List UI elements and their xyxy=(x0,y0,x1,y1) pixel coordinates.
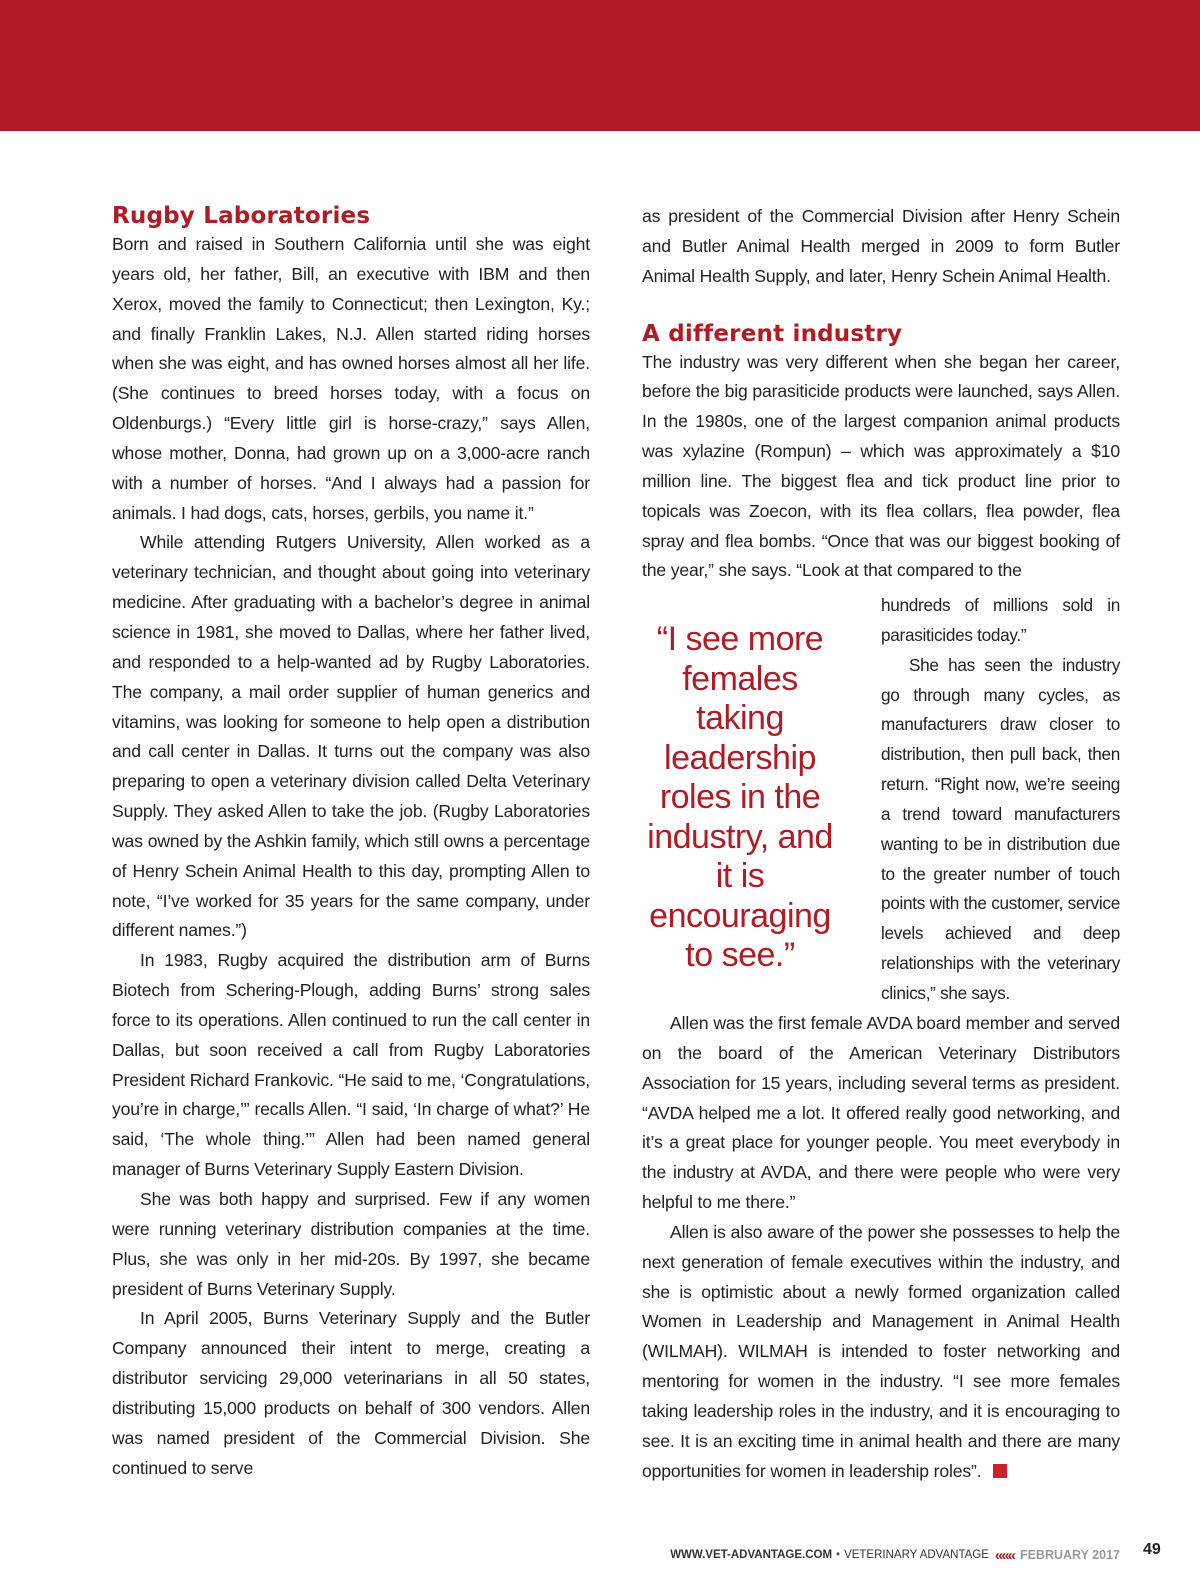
section-heading-rugby: Rugby Laboratories xyxy=(112,203,371,229)
narrow-column-beside-quote xyxy=(881,591,1120,1009)
footer-publication: VETERINARY ADVANTAGE xyxy=(844,1549,989,1561)
end-of-article-mark xyxy=(993,1464,1007,1478)
body-paragraph: In 1983, Rugby acquired the distribution arm of Burns Biotech from Schering-Plough, adding Burns’ strong sales force to its operations. Allen continued to run the call center in Dallas, but soon received a call from Rugby Laboratories President Richard Frankovic. “He said to me, ‘Congratulations, you’re in charge,’” recalls Allen. “I said, ‘In charge of what?’ He said, ‘The whole thing.’” Allen had been named general manager of Burns Veterinary Supply Eastern Division. xyxy=(112,950,590,1180)
body-paragraph: The industry was very different when she began her career, before the big parasiticide products were launched, says Allen. In the 1980s, one of the largest companion animal products was xylazine (Rompun) – which was approximately a $10 million line. The biggest flea and tick product line prior to topicals was Zoecon, with its flea collars, flea powder, flea spray and flea bombs. “Once that was our biggest booking of the year,” she says. “Look at that compared to the xyxy=(642,351,1120,581)
right-column xyxy=(642,202,1120,586)
body-paragraph: Born and raised in Southern California until she was eight years old, her father, Bill, an executive with IBM and then Xerox, moved the family to Connecticut; then Lexington, Ky.; and finally Franklin Lakes, N.J. Allen started riding horses when she was eight, and has owned horses almost all her life. (She continues to breed horses today, with a focus on Oldenburgs.) “Every little girl is horse-crazy,” says Allen, whose mother, Donna, had grown up on a 3,000-acre ranch with a number of horses. “And I always had a passion for animals. I had dogs, cats, horses, gerbils, you name it.” xyxy=(112,234,590,523)
page-number: 49 xyxy=(1143,1541,1161,1558)
body-paragraph: In April 2005, Burns Veterinary Supply and the Butler Company announced their intent to merge, creating a distributor servicing 29,000 veterinarians in all 50 states, distributing 15,000 products on behalf of 300 vendors. Allen was named president of the Commercial Division. She continued to serve xyxy=(112,1308,590,1478)
page-footer xyxy=(670,1545,1120,1565)
right-column-lower xyxy=(642,1009,1120,1487)
body-paragraph: She was both happy and surprised. Few if any women were running veterinary distribution companies at the time. Plus, she was only in her mid-20s. By 1997, she became president of Burns Veterinary Supply. xyxy=(112,1189,590,1299)
pull-quote: “I see more females taking leadership roles in the industry, and it is encouraging to see.” xyxy=(647,620,833,974)
body-paragraph: Allen was the first female AVDA board member and served on the board of the American Veterinary Distributors Association for 15 years, including several terms as president. “AVDA helped me a lot. It offered really good networking, and it’s a great place for younger people. You meet everybody in the industry at AVDA, and there were people who were very helpful to me there.” xyxy=(642,1013,1120,1213)
body-paragraph: While attending Rutgers University, Allen worked as a veterinary technician, and thought about going into veterinary medicine. After graduating with a bachelor’s degree in animal science in 1981, she moved to Dallas, where her father lived, and responded to a help-wanted ad by Rugby Laboratories. The company, a mail order supplier of human generics and vitamins, was looking for someone to help open a distribution and call center in Dallas. It turns out the company was also preparing to open a veterinary division called Delta Veterinary Supply. They asked Allen to take the job. (Rugby Laboratories was owned by the Ashkin family, which still owns a percentage of Henry Schein Animal Health to this day, prompting Allen to note, “I’ve worked for 35 years for the same company, under different names.”) xyxy=(112,532,590,941)
closing-paragraph-text: Allen is also aware of the power she possesses to help the next generation of female executives within the industry, and she is optimistic about a newly formed organization called Women in Leadership and Management in Animal Health (WILMAH). WILMAH is intended to foster networking and mentoring for women in the industry. “I see more females taking leadership roles in the industry, and it is encouraging to see. It is an exciting time in animal health and there are many opportunities for women in leadership roles”. xyxy=(642,1221,1120,1481)
footer-separator: • xyxy=(836,1549,841,1561)
section-heading-industry: A different industry xyxy=(642,320,903,347)
footer-date: FEBRUARY 2017 xyxy=(1019,1548,1120,1562)
body-paragraph: hundreds of millions sold in parasiticides today.” xyxy=(881,595,1120,645)
top-color-banner xyxy=(0,0,1200,131)
continued-paragraph: as president of the Commercial Division after Henry Schein and Butler Animal Health merged in 2009 to form Butler Animal Health Supply, and later, Henry Schein Animal Health. xyxy=(642,206,1120,286)
body-paragraph xyxy=(642,1218,1120,1487)
footer-arrows-icon: ««« xyxy=(994,1546,1014,1564)
footer-website: WWW.VET-ADVANTAGE.COM xyxy=(670,1549,833,1561)
left-column xyxy=(112,202,590,1483)
body-paragraph: She has seen the industry go through many cycles, as manufacturers draw closer to distribution, then pull back, then return. “Right now, we’re seeing a trend toward manufacturers wanting to be in distribution due to the greater number of touch points with the customer, service levels achieved and deep relationships with the veterinary clinics,” she says. xyxy=(881,654,1120,1003)
